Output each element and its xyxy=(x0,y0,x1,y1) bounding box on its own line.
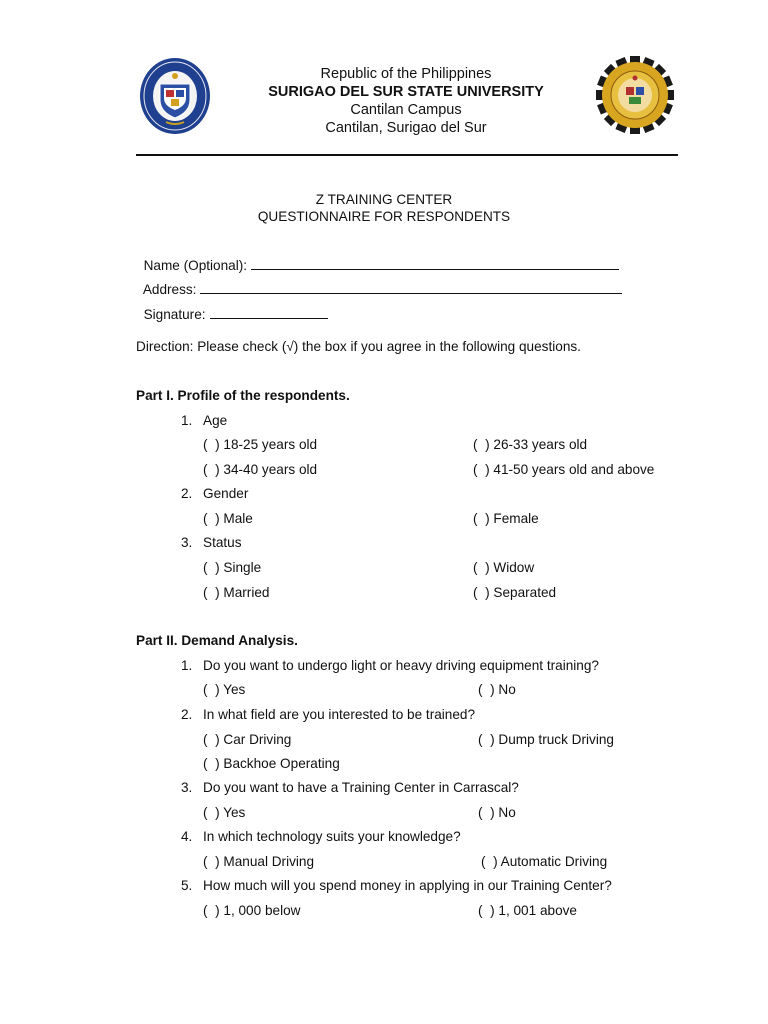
option-training-yes[interactable]: ( ) Yes xyxy=(203,682,246,697)
option-center-yes[interactable]: ( ) Yes xyxy=(203,805,246,820)
option-gender-female[interactable]: ( ) Female xyxy=(473,511,539,526)
part1-q3-number: 3. xyxy=(181,535,193,550)
option-field-backhoe[interactable]: ( ) Backhoe Operating xyxy=(203,756,340,771)
header-country: Republic of the Philippines xyxy=(320,66,492,82)
option-status-separated[interactable]: ( ) Separated xyxy=(473,585,557,600)
part2-q1-number: 1. xyxy=(181,658,193,673)
part1-q3-label: Status xyxy=(203,535,242,550)
part2-q4-label: In which technology suits your knowledge? xyxy=(203,829,461,844)
form-title: Z TRAINING CENTER xyxy=(315,192,453,207)
part2-q1-label: Do you want to undergo light or heavy driving equipment training? xyxy=(203,658,599,673)
header-divider xyxy=(136,154,678,156)
option-spend-below-1000[interactable]: ( ) 1, 000 below xyxy=(203,903,301,918)
form-subtitle: QUESTIONNAIRE FOR RESPONDENTS xyxy=(257,209,511,224)
part2-q4-number: 4. xyxy=(181,829,193,844)
option-age-41-50-above[interactable]: ( ) 41-50 years old and above xyxy=(473,462,655,477)
option-age-18-25[interactable]: ( ) 18-25 years old xyxy=(203,437,318,452)
part2-q3-number: 3. xyxy=(181,780,193,795)
signature-field xyxy=(136,290,328,323)
part2-q2-number: 2. xyxy=(181,707,193,722)
option-center-no[interactable]: ( ) No xyxy=(478,805,516,820)
option-age-26-33[interactable]: ( ) 26-33 years old xyxy=(473,437,588,452)
name-label: Name (Optional): xyxy=(143,258,248,273)
part1-q1-label: Age xyxy=(203,413,228,428)
part2-q5-label: How much will you spend money in applying in our Training Center? xyxy=(203,878,612,893)
signature-blank-line[interactable] xyxy=(210,306,328,319)
option-status-widow[interactable]: ( ) Widow xyxy=(473,560,535,575)
option-field-dump-truck[interactable]: ( ) Dump truck Driving xyxy=(478,732,614,747)
option-tech-automatic[interactable]: ( ) Automatic Driving xyxy=(481,854,608,869)
option-age-34-40[interactable]: ( ) 34-40 years old xyxy=(203,462,318,477)
option-spend-above-1001[interactable]: ( ) 1, 001 above xyxy=(478,903,577,918)
option-field-car-driving[interactable]: ( ) Car Driving xyxy=(203,732,292,747)
part2-q2-label: In what field are you interested to be trained? xyxy=(203,707,476,722)
option-status-single[interactable]: ( ) Single xyxy=(203,560,262,575)
direction-text: Direction: Please check (√) the box if you agree in the following questions. xyxy=(136,339,581,354)
option-tech-manual[interactable]: ( ) Manual Driving xyxy=(203,854,315,869)
option-gender-male[interactable]: ( ) Male xyxy=(203,511,253,526)
part2-q5-number: 5. xyxy=(181,878,193,893)
part2-heading: Part II. Demand Analysis. xyxy=(136,633,298,648)
part1-q2-label: Gender xyxy=(203,486,249,501)
header-university: SURIGAO DEL SUR STATE UNIVERSITY xyxy=(268,84,544,100)
header-campus: Cantilan Campus xyxy=(350,102,462,118)
part1-q1-number: 1. xyxy=(181,413,193,428)
part2-q3-label: Do you want to have a Training Center in Carrascal? xyxy=(203,780,519,795)
part1-q2-number: 2. xyxy=(181,486,193,501)
option-status-married[interactable]: ( ) Married xyxy=(203,585,270,600)
option-training-no[interactable]: ( ) No xyxy=(478,682,516,697)
address-label: Address: xyxy=(142,282,197,297)
part1-heading: Part I. Profile of the respondents. xyxy=(136,388,350,403)
header-location: Cantilan, Surigao del Sur xyxy=(325,120,487,136)
signature-label: Signature: xyxy=(143,307,206,322)
document-header xyxy=(176,65,636,137)
